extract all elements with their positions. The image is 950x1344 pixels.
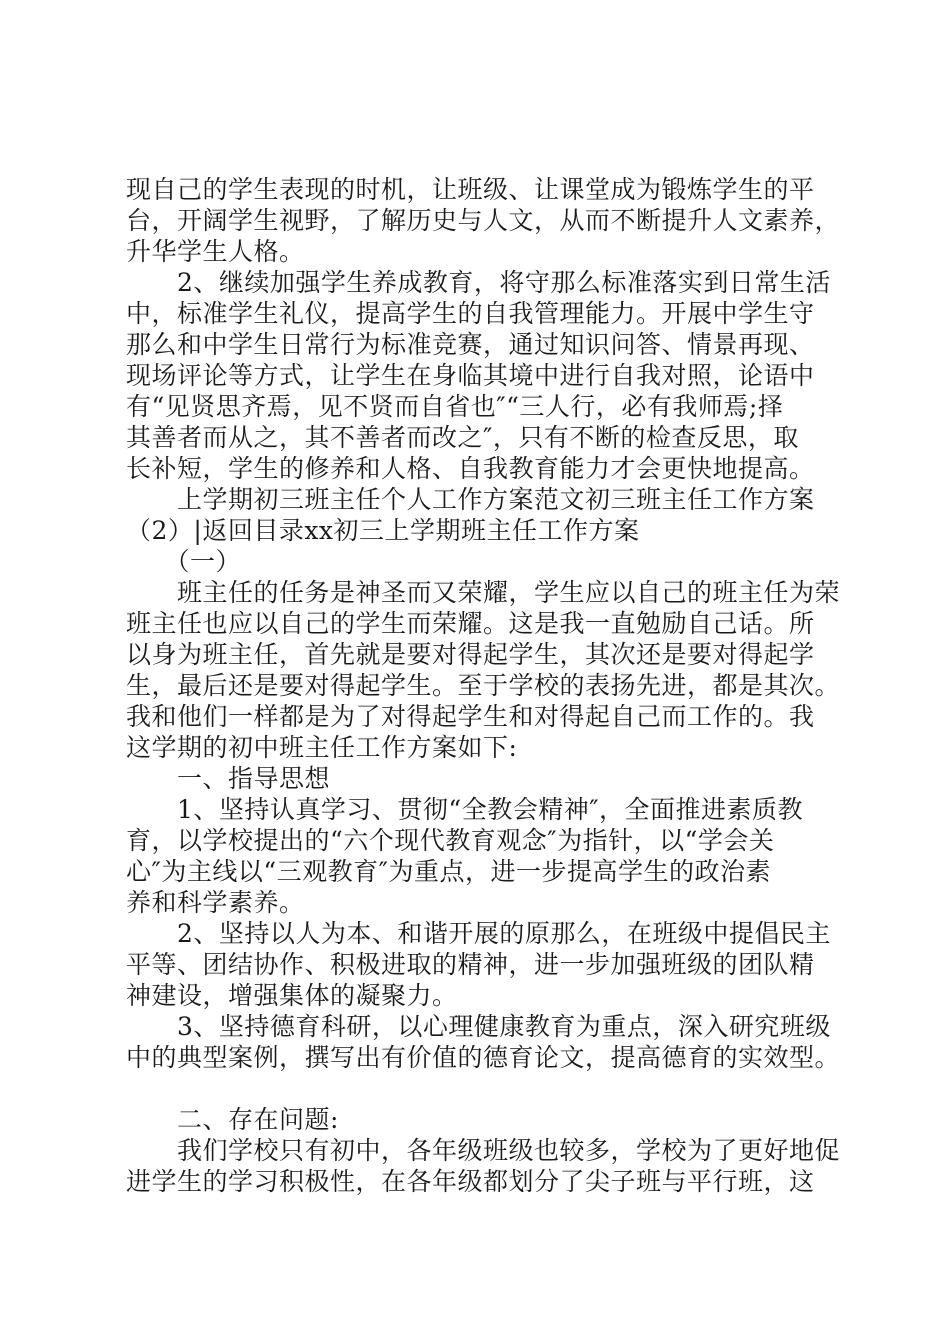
text-line: 我和他们一样都是为了对得起学生和对得起自己而工作的。我 — [126, 702, 815, 731]
text-line: 其善者而从之，其不善者而改之″，只有不断的检查反思，取 — [126, 423, 799, 452]
text-line: 这学期的初中班主任工作方案如下: — [126, 733, 518, 762]
subsection-heading: （一） — [126, 547, 242, 576]
subsection-heading: 二、存在问题: — [126, 1105, 339, 1134]
text-line: 台，开阔学生视野，了解历史与人文，从而不断提升人文素养， — [126, 206, 841, 235]
text-line: 中，标准学生礼仪，提高学生的自我管理能力。开展中学生守 — [126, 299, 815, 328]
text-line: 以身为班主任，首先就是要对得起学生，其次还是要对得起学 — [126, 640, 815, 669]
text-line: 我们学校只有初中，各年级班级也较多，学校为了更好地促 — [126, 1136, 841, 1165]
text-line: 有“见贤思齐焉，见不贤而自省也″“三人行，必有我师焉;择 — [126, 392, 784, 421]
subsection-heading: 一、指导思想 — [126, 764, 331, 793]
text-line: 3、坚持德育科研，以心理健康教育为重点，深入研究班级 — [126, 1012, 831, 1041]
text-line: 平等、团结协作、积极进取的精神，进一步加强班级的团队精 — [126, 950, 815, 979]
text-line: 那么和中学生日常行为标准竞赛，通过知识问答、情景再现、 — [126, 330, 815, 359]
text-line: 2、坚持以人为本、和谐开展的原那么，在班级中提倡民主 — [126, 919, 831, 948]
text-line: 现自己的学生表现的时机，让班级、让课堂成为锻炼学生的平 — [126, 175, 815, 204]
text-line: 心″为主线以“三观教育″为重点，进一步提高学生的政治素 — [126, 857, 771, 886]
text-line: 2、继续加强学生养成教育，将守那么标准落实到日常生活 — [126, 268, 831, 297]
section-heading-line: （2）|返回目录xx初三上学期班主任工作方案 — [126, 516, 640, 545]
text-line: 1、坚持认真学习、贯彻“全教会精神″，全面推进素质教 — [126, 795, 804, 824]
section-heading-line: 上学期初三班主任个人工作方案范文初三班主任工作方案 — [126, 485, 815, 514]
text-line: 现场评论等方式，让学生在身临其境中进行自我对照，论语中 — [126, 361, 815, 390]
text-line: 育，以学校提出的“六个现代教育观念″为指针，以“学会关 — [126, 826, 775, 855]
text-line: 班主任的任务是神圣而又荣耀，学生应以自己的班主任为荣 — [126, 578, 841, 607]
text-line: 神建设，增强集体的凝聚力。 — [126, 981, 458, 1010]
text-line: 长补短，学生的修养和人格、自我教育能力才会更快地提高。 — [126, 454, 815, 483]
document-body — [126, 174, 841, 1197]
text-line: 班主任也应以自己的学生而荣耀。这是我一直勉励自己话。所 — [126, 609, 815, 638]
blank-line — [126, 1073, 836, 1104]
text-line: 养和科学素养。 — [126, 888, 305, 917]
text-line: 中的典型案例，撰写出有价值的德育论文，提高德育的实效型。 — [126, 1043, 841, 1072]
text-line: 生，最后还是要对得起学生。至于学校的表扬先进，都是其次。 — [126, 671, 841, 700]
text-line: 进学生的学习积极性，在各年级都划分了尖子班与平行班，这 — [126, 1167, 815, 1196]
text-line: 升华学生人格。 — [126, 237, 305, 266]
